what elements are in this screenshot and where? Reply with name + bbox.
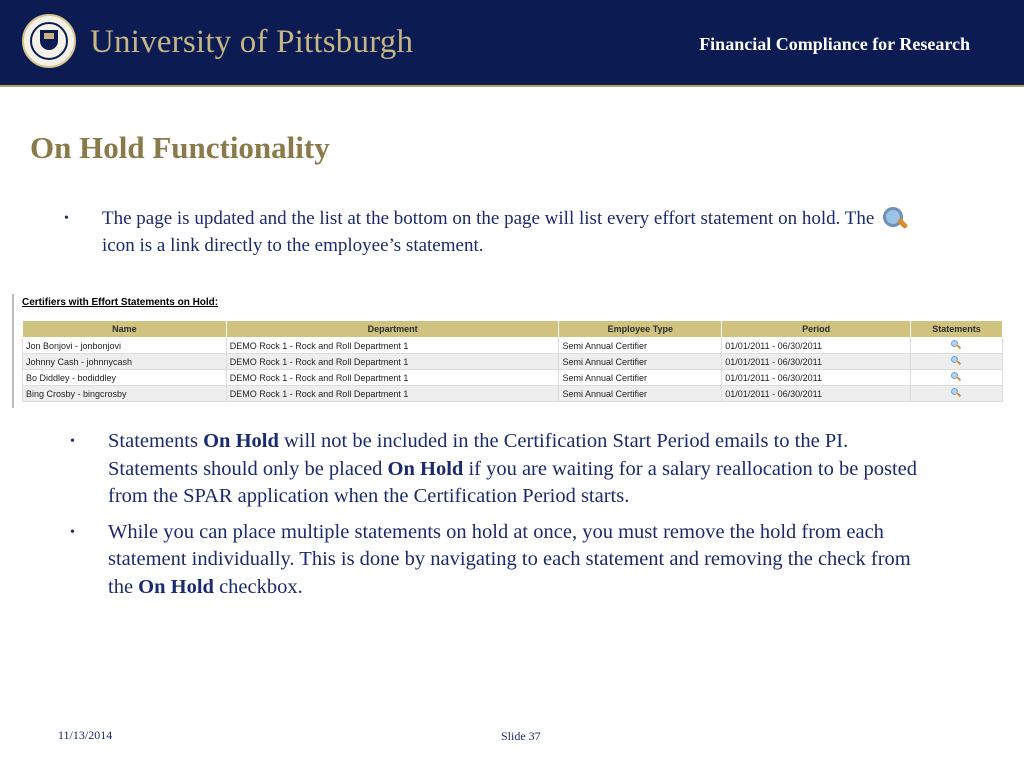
intro-text-before-icon: The page is updated and the list at the bottom on the page will list every effort statement on hold. The (102, 208, 875, 229)
cell-period: 01/01/2011 - 06/30/2011 (722, 370, 911, 386)
bold-term-on-hold: On Hold (387, 457, 464, 480)
cell-name: Bo Diddley - bodiddley (23, 370, 227, 386)
cell-employee-type: Semi Annual Certifier (559, 338, 722, 354)
seal-shield-icon (40, 30, 58, 50)
table-row (23, 338, 1003, 354)
table-caption: Certifiers with Effort Statements on Hold: (22, 297, 219, 308)
cell-statement-link (911, 354, 1003, 370)
intro-bullet (64, 205, 924, 259)
cell-department: DEMO Rock 1 - Rock and Roll Department 1 (226, 338, 559, 354)
footer-date: 11/13/2014 (58, 728, 113, 742)
cell-statement-link (911, 370, 1003, 386)
cell-name: Johnny Cash - johnnycash (23, 354, 227, 370)
cell-statement-link (911, 386, 1003, 402)
column-header-statements: Statements (911, 321, 1003, 338)
bullet-dot: • (70, 434, 75, 449)
statement-magnifier-icon[interactable] (951, 340, 962, 350)
cell-department: DEMO Rock 1 - Rock and Roll Department 1 (226, 354, 559, 370)
magnifier-icon (880, 205, 910, 231)
cell-period: 01/01/2011 - 06/30/2011 (722, 338, 911, 354)
cell-name: Jon Bonjovi - jonbonjovi (23, 338, 227, 354)
bullet-text-segment: checkbox. (213, 575, 303, 598)
bold-term-on-hold: On Hold (203, 430, 279, 452)
bullet-item (70, 519, 920, 602)
cell-period: 01/01/2011 - 06/30/2011 (722, 386, 911, 402)
university-wordmark: University of Pittsburgh (90, 24, 414, 60)
bullet-text (108, 519, 920, 602)
bullet-text (102, 205, 924, 259)
cell-department: DEMO Rock 1 - Rock and Roll Department 1 (226, 370, 559, 386)
bullet-text-segment: Statements (108, 430, 204, 452)
cell-employee-type: Semi Annual Certifier (559, 354, 722, 370)
bullet-text-segment: will not be included in the Certification Start Period emails to the PI. Statements should only be placed (108, 430, 849, 480)
column-header-employee-type: Employee Type (559, 321, 722, 338)
bullet-dot: • (64, 211, 69, 226)
intro-text-after-icon: icon is a link directly to the employee’s statement. (102, 235, 484, 256)
bullet-item (70, 428, 920, 511)
bullet-dot: • (70, 524, 75, 540)
statement-magnifier-icon[interactable] (951, 356, 962, 366)
bullet-text (108, 428, 920, 511)
column-header-period: Period (722, 321, 911, 338)
bullet-item (64, 205, 924, 259)
cell-employee-type: Semi Annual Certifier (559, 370, 722, 386)
table-header-row (23, 321, 1003, 338)
bold-term-on-hold: On Hold (138, 575, 214, 598)
column-header-department: Department (226, 321, 559, 338)
table-row (23, 354, 1003, 370)
on-hold-statements-table (22, 320, 1003, 402)
table-row (23, 386, 1003, 402)
slide-title: On Hold Functionality (30, 130, 330, 165)
cell-statement-link (911, 338, 1003, 354)
cell-department: DEMO Rock 1 - Rock and Roll Department 1 (226, 386, 559, 402)
cell-name: Bing Crosby - bingcrosby (23, 386, 227, 402)
table-row (23, 370, 1003, 386)
cell-period: 01/01/2011 - 06/30/2011 (722, 354, 911, 370)
university-seal-logo (22, 14, 76, 68)
header-title: Financial Compliance for Research (699, 34, 970, 54)
statement-magnifier-icon[interactable] (951, 388, 962, 398)
column-header-name: Name (23, 321, 227, 338)
bullet-text-segment: if you are waiting for a salary reallocation to be posted from the SPAR application when the Certification Period starts. (108, 457, 917, 507)
slide-header (0, 0, 1024, 87)
footer-slide-number: Slide 37 (501, 729, 541, 743)
cell-employee-type: Semi Annual Certifier (559, 386, 722, 402)
statement-magnifier-icon[interactable] (951, 372, 962, 382)
bullet-list (70, 428, 920, 609)
bullet-text-segment: While you can place multiple statements on hold at once, you must remove the hold from each statement individually. This is done by navigating to each statement and removing the check from the (108, 520, 911, 598)
